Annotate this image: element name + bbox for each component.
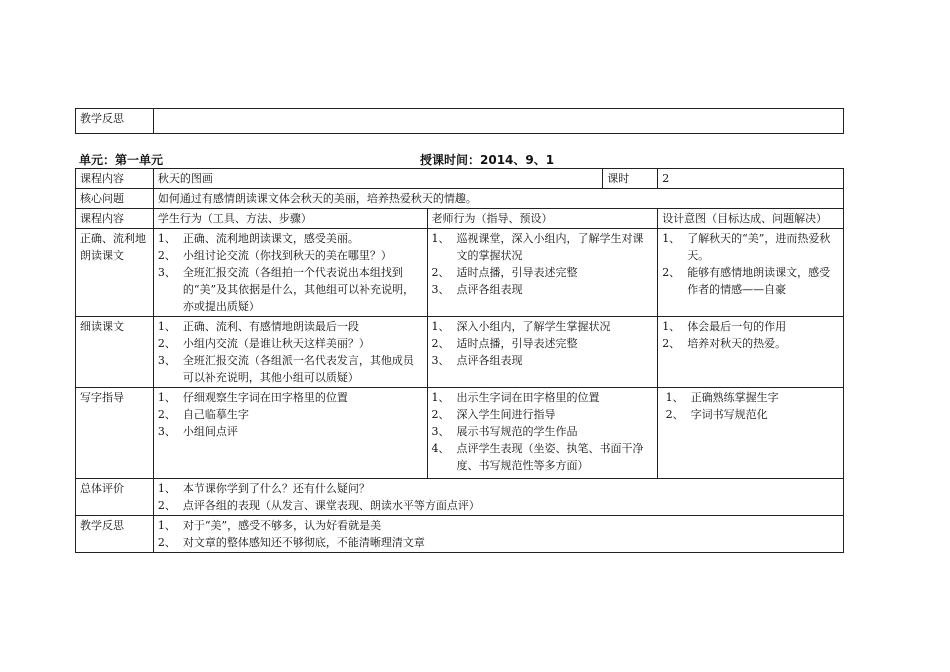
list-text: 点评学生表现（坐姿、执笔、书面干净度、书写规范性等多方面） — [456, 442, 644, 472]
list-number: 1、 — [431, 232, 457, 245]
list-text: 正确、流利、有感情地朗读最后一段 — [182, 320, 359, 333]
design-intent — [658, 229, 844, 317]
list-number: 4、 — [431, 442, 457, 455]
list-text: 适时点播，引导表述完整 — [456, 266, 578, 279]
list-number: 2、 — [662, 266, 688, 279]
teacher-actions-list — [432, 389, 654, 474]
list-text: 小组讨论交流（你找到秋天的美在哪里？） — [182, 249, 392, 262]
core-label: 核心问题 — [76, 189, 154, 209]
design-intent-list — [662, 389, 839, 423]
list-number: 3、 — [431, 283, 457, 296]
list-item — [432, 335, 654, 352]
list-text: 能够有感情地朗读课文，感受作者的情感——自豪 — [687, 266, 831, 296]
lesson-plan-table — [75, 168, 844, 553]
student-actions-list — [158, 318, 423, 386]
student-actions-list — [158, 230, 423, 315]
list-text: 正确、流利地朗读课文，感受美丽。 — [182, 232, 359, 245]
list-number: 1、 — [431, 391, 457, 404]
list-text: 自己临摹生字 — [182, 408, 249, 421]
section-row — [76, 317, 844, 388]
list-number: 3、 — [431, 354, 457, 367]
list-item — [432, 264, 654, 281]
list-item — [158, 247, 423, 264]
list-text: 对文章的整体感知还不够彻底，不能清晰理清文章 — [182, 536, 425, 549]
list-item — [432, 423, 654, 440]
list-text: 适时点播，引导表述完整 — [456, 337, 578, 350]
list-number: 3、 — [431, 425, 457, 438]
list-number: 2、 — [431, 408, 457, 421]
list-item — [158, 352, 423, 386]
student-actions — [153, 317, 427, 388]
list-text: 展示书写规范的学生作品 — [456, 425, 578, 438]
list-item — [432, 281, 654, 298]
teacher-actions-list — [432, 230, 654, 298]
list-item — [158, 480, 839, 497]
hours-value: 2 — [658, 169, 844, 189]
list-number: 1、 — [157, 320, 183, 333]
header-design-intent: 设计意图（目标达成、问题解决） — [658, 209, 844, 229]
list-text: 小组内交流（是谁让秋天这样美丽？） — [182, 337, 370, 350]
list-text: 全班汇报交流（各组拍一个代表说出本组找到的“美”及其依据是什么，其他组可以补充说明，亦或提出质疑） — [182, 266, 415, 313]
reflection-items — [153, 516, 843, 553]
course-label: 课程内容 — [76, 169, 154, 189]
header-teacher-behavior: 老师行为（指导、预设） — [427, 209, 658, 229]
list-text: 巡视课堂，深入小组内，了解学生对课文的掌握状况 — [456, 232, 644, 262]
summary-list — [158, 480, 839, 514]
list-item — [662, 230, 839, 264]
section-label: 写字指导 — [76, 388, 154, 479]
unit-heading: 单元：第一单元 — [79, 153, 164, 167]
list-number: 3、 — [157, 354, 183, 367]
list-item — [432, 318, 654, 335]
list-number: 2、 — [662, 408, 691, 421]
list-item — [158, 497, 839, 514]
list-text: 点评各组表现 — [456, 283, 523, 296]
list-text: 点评各组表现 — [456, 354, 523, 367]
list-number: 1、 — [157, 519, 183, 532]
list-item — [432, 389, 654, 406]
list-item — [158, 389, 423, 406]
list-item — [158, 534, 839, 551]
list-text: 培养对秋天的热爱。 — [687, 337, 787, 350]
list-text: 对于“美”，感受不够多，认为好看就是美 — [182, 519, 382, 532]
course-row — [76, 169, 844, 189]
list-item — [432, 440, 654, 474]
list-number: 2、 — [157, 408, 183, 421]
list-number: 1、 — [157, 391, 183, 404]
list-item — [158, 264, 423, 315]
list-text: 深入学生间进行指导 — [456, 408, 556, 421]
list-item — [432, 230, 654, 264]
design-intent — [658, 317, 844, 388]
list-text: 了解秋天的“美”，进而热爱秋天。 — [687, 232, 831, 262]
reflection-label: 教学反思 — [76, 516, 154, 553]
list-item — [158, 318, 423, 335]
lesson-time-heading: 授课时间：2014、9、1 — [420, 153, 555, 167]
reflection-list — [158, 517, 839, 551]
teacher-actions — [427, 388, 658, 479]
list-text: 本节课你学到了什么？还有什么疑问？ — [182, 482, 370, 495]
list-item — [158, 230, 423, 247]
header-course-content: 课程内容 — [76, 209, 154, 229]
core-value: 如何通过有感情朗读课文体会秋天的美丽，培养热爱秋天的情趣。 — [153, 189, 843, 209]
student-actions — [153, 229, 427, 317]
hours-label: 课时 — [603, 169, 658, 189]
list-number: 3、 — [157, 266, 183, 279]
list-text: 仔细观察生字词在田字格里的位置 — [182, 391, 348, 404]
list-item — [158, 335, 423, 352]
list-number: 1、 — [662, 391, 691, 404]
list-text: 深入小组内，了解学生掌握状况 — [456, 320, 611, 333]
list-item — [662, 335, 839, 352]
list-number: 1、 — [662, 320, 688, 333]
list-number: 1、 — [157, 482, 183, 495]
list-item — [158, 406, 423, 423]
teacher-actions — [427, 317, 658, 388]
list-item — [662, 318, 839, 335]
list-number: 2、 — [157, 337, 183, 350]
design-intent — [658, 388, 844, 479]
list-item — [158, 517, 839, 534]
summary-items — [153, 479, 843, 516]
top-reflection-label: 教学反思 — [76, 109, 154, 134]
list-text: 正确熟练掌握生字 — [690, 391, 779, 404]
list-number: 1、 — [157, 232, 183, 245]
course-value: 秋天的图画 — [153, 169, 602, 189]
list-text: 全班汇报交流（各组派一名代表发言，其他成员可以补充说明，其他小组可以质疑） — [182, 354, 414, 384]
section-label: 正确、流利地朗读课文 — [76, 229, 154, 317]
core-question-row — [76, 189, 844, 209]
section-row — [76, 388, 844, 479]
list-number: 2、 — [431, 337, 457, 350]
list-item — [432, 352, 654, 369]
list-number: 1、 — [431, 320, 457, 333]
list-number: 2、 — [157, 536, 183, 549]
list-item — [158, 423, 423, 440]
list-number: 2、 — [157, 499, 183, 512]
section-row — [76, 229, 844, 317]
list-text: 点评各组的表现（从发言、课堂表现、朗读水平等方面点评） — [182, 499, 480, 512]
section-label: 细读课文 — [76, 317, 154, 388]
list-text: 小组间点评 — [182, 425, 238, 438]
header-student-behavior: 学生行为（工具、方法、步骤） — [153, 209, 427, 229]
list-item — [432, 406, 654, 423]
list-number: 2、 — [157, 249, 183, 262]
student-actions-list — [158, 389, 423, 440]
list-item — [662, 264, 839, 298]
list-text: 体会最后一句的作用 — [687, 320, 787, 333]
list-number: 3、 — [157, 425, 183, 438]
list-number: 2、 — [662, 337, 688, 350]
top-reflection-table — [75, 108, 844, 134]
design-intent-list — [662, 318, 839, 352]
list-text: 字词书写规范化 — [690, 408, 768, 421]
student-actions — [153, 388, 427, 479]
summary-row — [76, 479, 844, 516]
design-intent-list — [662, 230, 839, 298]
top-reflection-content — [154, 109, 844, 134]
list-number: 1、 — [662, 232, 688, 245]
teacher-actions — [427, 229, 658, 317]
header-row — [76, 209, 844, 229]
list-item — [662, 406, 839, 423]
list-number: 2、 — [431, 266, 457, 279]
teacher-actions-list — [432, 318, 654, 369]
summary-label: 总体评价 — [76, 479, 154, 516]
reflection-row — [76, 516, 844, 553]
list-item — [662, 389, 839, 406]
list-text: 出示生字词在田字格里的位置 — [456, 391, 600, 404]
